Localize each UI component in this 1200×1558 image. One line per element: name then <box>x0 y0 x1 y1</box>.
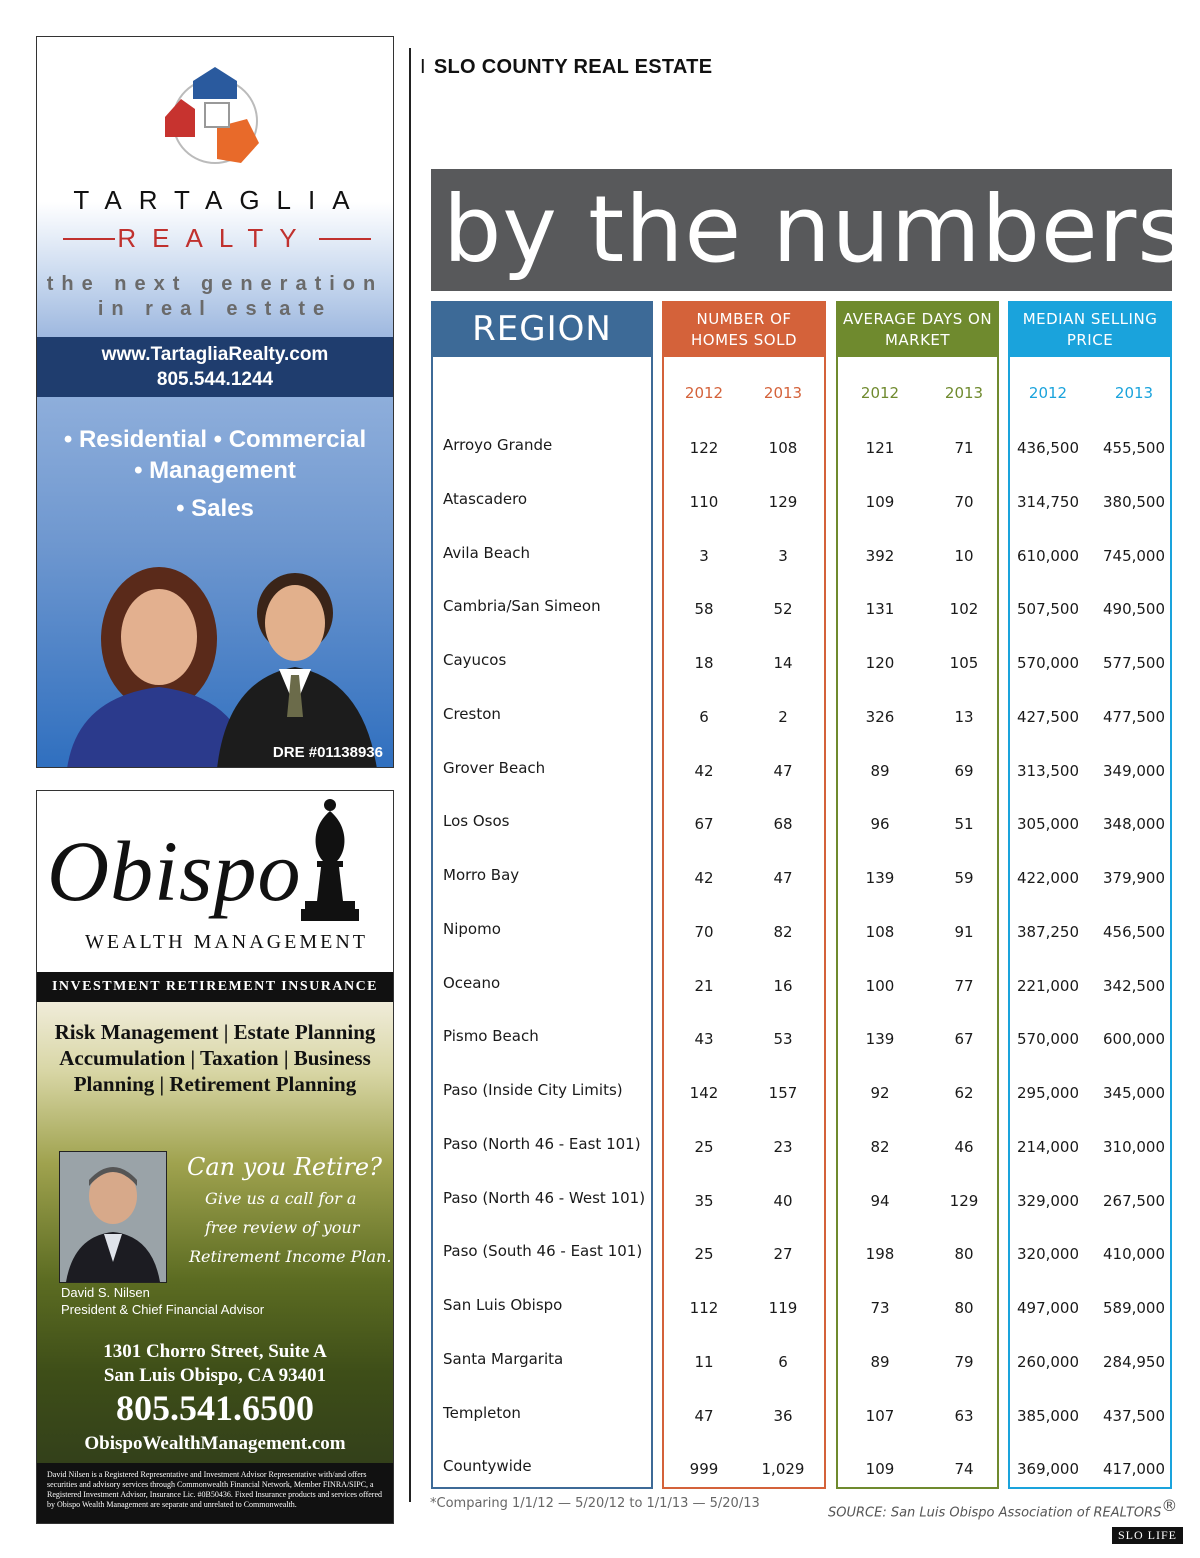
source-text: SOURCE: San Luis Obispo Association of REALTORS <box>828 1505 1162 1521</box>
price-header-line-1: MEDIAN SELLING <box>1022 310 1158 328</box>
column-divider <box>409 48 411 1502</box>
median-price-2013: 490,500 <box>1102 600 1166 619</box>
section-bar-mark: I <box>420 56 426 78</box>
median-price-2012: 314,750 <box>1016 492 1080 511</box>
median-price-2013: 310,000 <box>1102 1137 1166 1156</box>
homes-sold-2012: 142 <box>689 1084 719 1102</box>
region-name: Santa Margarita <box>443 1349 564 1368</box>
days-on-market-2012: 96 <box>870 815 890 834</box>
median-price-2012: 320,000 <box>1016 1245 1080 1264</box>
days-on-market-2013: 71 <box>954 439 974 457</box>
days-on-market-2013: 51 <box>954 815 974 834</box>
region-name: Avila Beach <box>443 543 531 562</box>
days-header <box>836 301 999 357</box>
homes-sold-2013: 47 <box>773 761 793 780</box>
days-on-market-2012: 89 <box>870 1352 890 1371</box>
tartaglia-services-2: • Management <box>134 457 296 484</box>
days-year-2012: 2012 <box>860 384 900 402</box>
median-price-2012: 295,000 <box>1016 1084 1080 1102</box>
homes-year-2013: 2013 <box>763 384 803 402</box>
homes-sold-2013: 6 <box>778 1352 788 1371</box>
median-price-2013: 589,000 <box>1102 1299 1166 1317</box>
homes-sold-2013: 52 <box>773 600 793 619</box>
homes-sold-header-line-2: HOMES SOLD <box>690 331 798 349</box>
homes-sold-2012: 42 <box>694 869 714 887</box>
homes-sold-2012: 25 <box>694 1137 714 1156</box>
days-on-market-2013: 91 <box>954 922 974 941</box>
homes-sold-2012: 70 <box>694 922 714 941</box>
tartaglia-name: TARTAGLIA <box>73 185 367 215</box>
median-price-2013: 455,500 <box>1102 439 1166 457</box>
days-on-market-2013: 63 <box>954 1406 974 1425</box>
tartaglia-website[interactable]: www.TartagliaRealty.com <box>101 344 329 365</box>
median-price-2012: 313,500 <box>1016 761 1080 780</box>
days-on-market-2012: 120 <box>865 654 895 672</box>
price-header <box>1008 301 1172 357</box>
median-price-2013: 410,000 <box>1102 1245 1166 1264</box>
tartaglia-services-3: • Sales <box>176 495 254 522</box>
median-price-2013: 379,900 <box>1102 869 1166 887</box>
obispo-disclaimer: David Nilsen is a Registered Representative and Investment Advisor Representative with/and offers securities and advisory services through Commonwealth Financial Network, Member FINRA/SIPC, a Registered Investment Advisor, Insurance Lic. #0B50436. Fixed Insurance products and services offered by Obispo Wealth Management are separate and unrelated to Commonwealth. <box>37 1463 393 1523</box>
days-on-market-2012: 326 <box>865 707 895 726</box>
price-header-line-2: PRICE <box>1066 331 1114 349</box>
advisor-name: David S. Nilsen <box>61 1285 150 1300</box>
homes-sold-header <box>662 301 826 357</box>
days-on-market-2012: 139 <box>865 869 895 887</box>
median-price-2013: 342,500 <box>1102 976 1166 995</box>
median-price-2012: 369,000 <box>1016 1460 1080 1479</box>
days-on-market-2013: 46 <box>954 1137 974 1156</box>
median-price-2012: 221,000 <box>1016 976 1080 995</box>
homes-sold-2012: 6 <box>699 707 709 726</box>
median-price-2013: 417,000 <box>1102 1460 1166 1479</box>
median-price-2013: 437,500 <box>1102 1406 1166 1425</box>
chess-bishop-icon <box>297 797 363 923</box>
days-on-market-2012: 198 <box>865 1245 895 1264</box>
footer-brand: SLO LIFE <box>1112 1527 1183 1544</box>
obispo-offerings-bar: INVESTMENT RETIREMENT INSURANCE <box>37 972 393 1002</box>
tartaglia-house-logo <box>155 59 275 179</box>
obispo-phone: 805.541.6500 <box>116 1388 314 1428</box>
homes-sold-2012: 18 <box>694 654 714 672</box>
region-name: Cambria/San Simeon <box>443 597 601 616</box>
homes-sold-2012: 112 <box>689 1299 719 1317</box>
median-price-2013: 577,500 <box>1102 654 1166 672</box>
region-name: Grover Beach <box>443 758 546 777</box>
days-on-market-2013: 80 <box>954 1245 974 1264</box>
obispo-address-1: 1301 Chorro Street, Suite A <box>103 1341 327 1362</box>
median-price-2012: 305,000 <box>1016 815 1080 834</box>
homes-sold-2013: 157 <box>768 1084 798 1102</box>
homes-sold-2013: 27 <box>773 1245 793 1264</box>
median-price-2013: 348,000 <box>1102 815 1166 834</box>
median-price-2012: 570,000 <box>1016 1030 1080 1049</box>
median-price-2013: 600,000 <box>1102 1030 1166 1049</box>
days-on-market-2013: 70 <box>954 492 974 511</box>
obispo-website[interactable]: ObispoWealthManagement.com <box>84 1433 346 1454</box>
days-on-market-2012: 139 <box>865 1030 895 1049</box>
median-price-2012: 214,000 <box>1016 1137 1080 1156</box>
days-header-line-1: AVERAGE DAYS ON <box>842 310 993 328</box>
days-on-market-2013: 74 <box>954 1460 974 1479</box>
homes-sold-2013: 40 <box>773 1191 793 1210</box>
days-on-market-2013: 129 <box>949 1191 979 1210</box>
median-price-2012: 570,000 <box>1016 654 1080 672</box>
advisor-photo <box>59 1151 167 1283</box>
price-year-2013: 2013 <box>1114 384 1154 402</box>
region-name: Los Osos <box>443 812 510 831</box>
retire-question: Can you Retire? <box>187 1153 382 1181</box>
region-name: Paso (South 46 - East 101) <box>443 1242 643 1261</box>
section-label <box>420 56 712 79</box>
homes-sold-2012: 43 <box>694 1030 714 1049</box>
homes-sold-2012: 999 <box>689 1460 719 1479</box>
days-on-market-2013: 13 <box>954 707 974 726</box>
median-price-2012: 610,000 <box>1016 546 1080 565</box>
median-price-2012: 497,000 <box>1016 1299 1080 1317</box>
days-on-market-2012: 92 <box>870 1084 890 1102</box>
homes-sold-2013: 16 <box>773 976 793 995</box>
days-on-market-2013: 102 <box>949 600 979 619</box>
tartaglia-tagline-2: in real estate <box>97 298 333 320</box>
median-price-2013: 267,500 <box>1102 1191 1166 1210</box>
homes-sold-2012: 47 <box>694 1406 714 1425</box>
homes-sold-2013: 23 <box>773 1137 793 1156</box>
homes-sold-2012: 110 <box>689 492 719 511</box>
days-on-market-2012: 107 <box>865 1406 895 1425</box>
retire-line-2: Give us a call for a <box>205 1189 357 1208</box>
region-name: Oceano <box>443 973 501 992</box>
days-on-market-2012: 94 <box>870 1191 890 1210</box>
days-header-line-2: MARKET <box>884 331 951 349</box>
homes-sold-2012: 11 <box>694 1352 714 1371</box>
homes-sold-2013: 36 <box>773 1406 793 1425</box>
days-on-market-2012: 73 <box>870 1299 890 1317</box>
days-on-market-2012: 109 <box>865 492 895 511</box>
tartaglia-realty-ad <box>36 36 394 768</box>
region-name: Paso (North 46 - East 101) <box>443 1134 641 1153</box>
tartaglia-tagline-1: the next generation <box>46 273 384 295</box>
days-on-market-2013: 79 <box>954 1352 974 1371</box>
days-on-market-2012: 100 <box>865 976 895 995</box>
days-on-market-2013: 105 <box>949 654 979 672</box>
days-on-market-2012: 109 <box>865 1460 895 1479</box>
region-header: REGION <box>431 301 653 357</box>
days-on-market-2013: 62 <box>954 1084 974 1102</box>
median-price-2012: 385,000 <box>1016 1406 1080 1425</box>
median-price-2013: 456,500 <box>1102 922 1166 941</box>
retire-line-4: Retirement Income Plan. <box>189 1247 392 1266</box>
tartaglia-phone: 805.544.1244 <box>156 369 274 390</box>
region-name: Paso (Inside City Limits) <box>443 1081 623 1099</box>
region-name: Nipomo <box>443 919 501 938</box>
license-number: DRE #01138936 <box>272 744 383 761</box>
tartaglia-services-1: • Residential • Commercial <box>63 426 367 453</box>
homes-sold-2012: 42 <box>694 761 714 780</box>
region-name: Atascadero <box>443 489 528 508</box>
region-name: Paso (North 46 - West 101) <box>443 1188 646 1207</box>
homes-sold-2012: 21 <box>694 976 714 995</box>
median-price-2013: 380,500 <box>1102 492 1166 511</box>
days-on-market-2013: 10 <box>954 546 974 565</box>
obispo-subtitle: WEALTH MANAGEMENT <box>85 931 369 953</box>
days-on-market-2012: 131 <box>865 600 895 619</box>
obispo-services-1: Risk Management | Estate Planning <box>54 1020 376 1044</box>
region-name: Cayucos <box>443 651 507 669</box>
obispo-address-2: San Luis Obispo, CA 93401 <box>103 1365 327 1386</box>
days-on-market-2013: 80 <box>954 1299 974 1317</box>
median-price-2012: 260,000 <box>1016 1352 1080 1371</box>
homes-sold-2013: 2 <box>778 707 788 726</box>
section-label-text: SLO COUNTY REAL ESTATE <box>433 56 713 78</box>
obispo-services-2: Accumulation | Taxation | Business <box>59 1046 371 1070</box>
region-name: Morro Bay <box>443 866 520 884</box>
days-on-market-2012: 82 <box>870 1137 890 1156</box>
median-price-2013: 345,000 <box>1102 1084 1166 1102</box>
agents-photo <box>57 557 394 768</box>
region-name: Countywide <box>443 1457 532 1476</box>
homes-sold-2012: 67 <box>694 815 714 834</box>
median-price-2012: 507,500 <box>1016 600 1080 619</box>
days-on-market-2012: 108 <box>865 922 895 941</box>
days-on-market-2013: 77 <box>954 976 974 995</box>
comparison-footnote: *Comparing 1/1/12 — 5/20/12 to 1/1/13 — 5/20/13 <box>430 1496 760 1511</box>
homes-sold-2013: 3 <box>778 546 788 565</box>
registered-mark: ® <box>1161 1496 1178 1515</box>
homes-sold-2012: 3 <box>699 546 709 565</box>
homes-sold-2013: 68 <box>773 815 793 834</box>
homes-sold-2013: 1,029 <box>761 1460 805 1479</box>
homes-year-2012: 2012 <box>684 384 724 402</box>
region-name: Arroyo Grande <box>443 436 553 454</box>
homes-sold-2013: 14 <box>773 654 793 672</box>
retire-line-3: free review of your <box>205 1218 360 1237</box>
days-on-market-2012: 89 <box>870 761 890 780</box>
median-price-2013: 284,950 <box>1102 1352 1166 1371</box>
homes-sold-2013: 47 <box>773 869 793 887</box>
days-on-market-2013: 67 <box>954 1030 974 1049</box>
median-price-2013: 745,000 <box>1102 546 1166 565</box>
tartaglia-contact-band <box>37 337 393 397</box>
homes-sold-2012: 25 <box>694 1245 714 1264</box>
median-price-2012: 427,500 <box>1016 707 1080 726</box>
homes-sold-header-line-1: NUMBER OF <box>696 310 792 328</box>
region-name: Pismo Beach <box>443 1027 539 1046</box>
days-on-market-2012: 121 <box>865 439 895 457</box>
homes-sold-2013: 82 <box>773 922 793 941</box>
homes-sold-2013: 119 <box>768 1299 798 1317</box>
homes-sold-2012: 122 <box>689 439 719 457</box>
obispo-script-logo: Obispo <box>47 823 302 919</box>
obispo-wealth-ad <box>36 790 394 1524</box>
region-name: Templeton <box>443 1403 521 1422</box>
realty-dash-right <box>319 238 371 240</box>
price-year-2012: 2012 <box>1028 384 1068 402</box>
days-on-market-2012: 392 <box>865 546 895 565</box>
median-price-2012: 329,000 <box>1016 1191 1080 1210</box>
homes-sold-2012: 58 <box>694 600 714 619</box>
banner-title: by the numbers <box>431 169 1172 291</box>
tartaglia-realty-word: REALTY <box>117 223 313 253</box>
obispo-services-3: Planning | Retirement Planning <box>73 1072 357 1096</box>
region-name: Creston <box>443 704 501 723</box>
days-on-market-2013: 69 <box>954 761 974 780</box>
median-price-2013: 477,500 <box>1102 707 1166 726</box>
homes-sold-2013: 129 <box>768 492 798 511</box>
median-price-2013: 349,000 <box>1102 761 1166 780</box>
days-on-market-2013: 59 <box>954 869 974 887</box>
median-price-2012: 422,000 <box>1016 869 1080 887</box>
homes-sold-2012: 35 <box>694 1191 714 1210</box>
homes-sold-2013: 108 <box>768 439 798 457</box>
median-price-2012: 436,500 <box>1016 439 1080 457</box>
advisor-title: President & Chief Financial Advisor <box>61 1302 265 1317</box>
region-name: San Luis Obispo <box>443 1296 563 1314</box>
median-price-2012: 387,250 <box>1016 922 1080 941</box>
homes-sold-2013: 53 <box>773 1030 793 1049</box>
source-note <box>828 1496 1177 1520</box>
days-year-2013: 2013 <box>944 384 984 402</box>
